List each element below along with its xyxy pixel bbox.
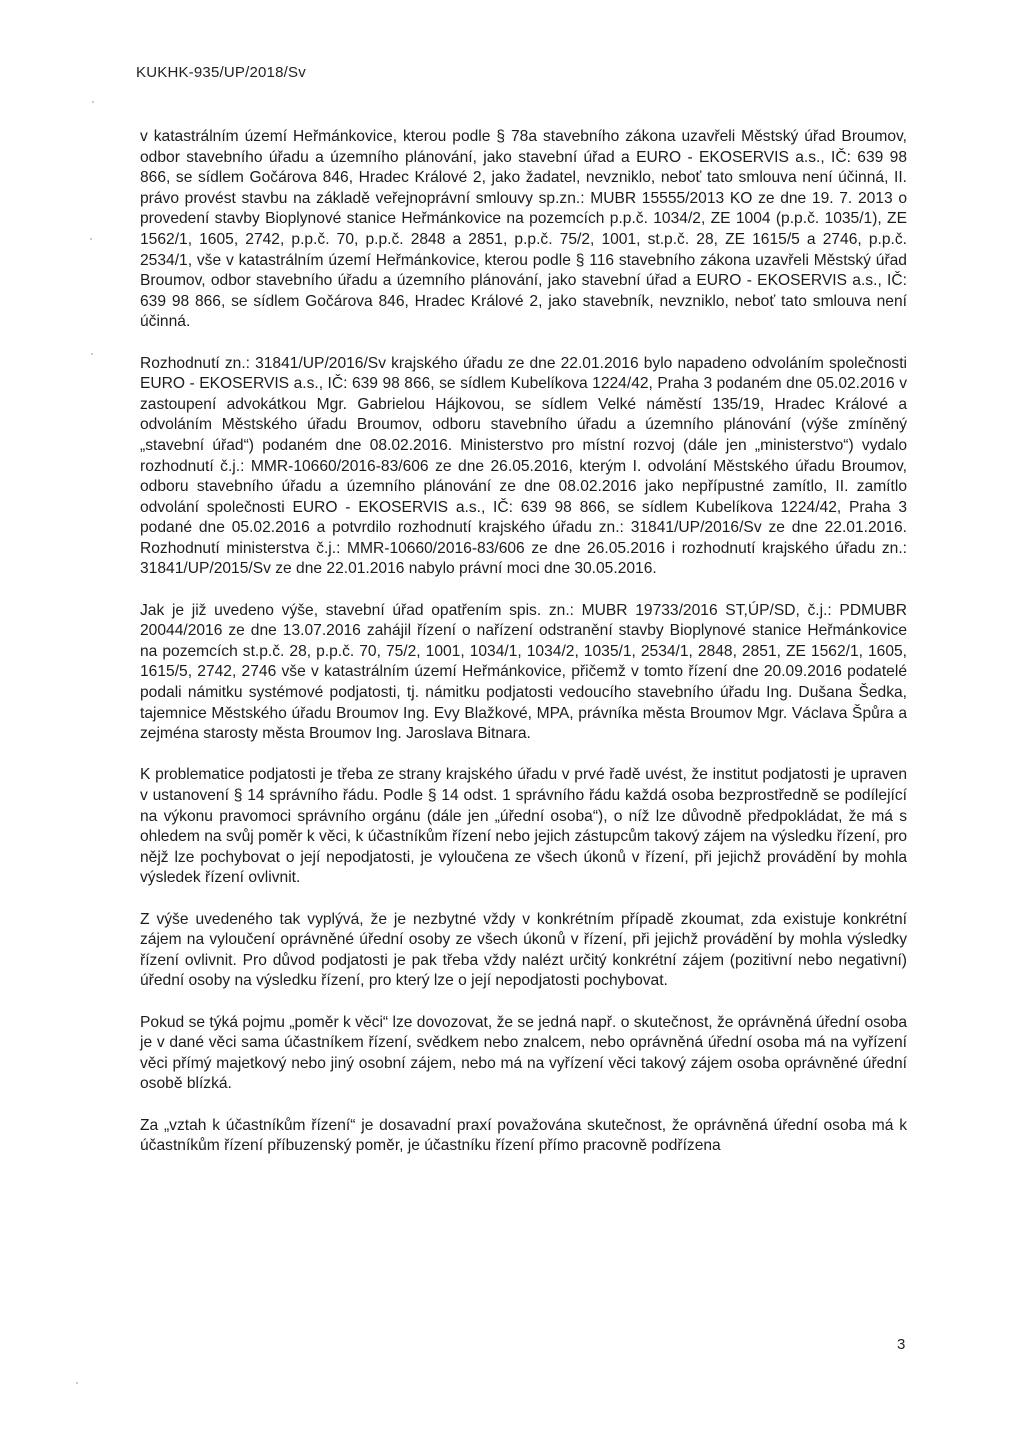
page-number: 3 <box>897 1336 906 1353</box>
paragraph: Rozhodnutí zn.: 31841/UP/2016/Sv krajského úřadu ze dne 22.01.2016 bylo napadeno odvoláním společnosti EURO - EKOSERVIS a.s., IČ: 639 98 866, se sídlem Kubelíkova 1224/42, Praha 3 podaném dne 05.02.2016 v zastoupení advokátkou Mgr. Gabrielou Hájkovou, se sídlem Velké náměstí 135/19, Hradec Králové a odvoláním Městského úřadu Broumov, odboru stavebního úřadu a územního plánování (výše zmíněný „stavební úřad“) podaném dne 08.02.2016. Ministerstvo pro místní rozvoj (dále jen „ministerstvo“) vydalo rozhodnutí č.j.: MMR-10660/2016-83/606 ze dne 26.05.2016, kterým I. odvolání Městského úřadu Broumov, odboru stavebního úřadu a územního plánování ze dne 08.02.2016 jako nepřípustné zamítlo, II. zamítlo odvolání společnosti EURO - EKOSERVIS a.s., IČ: 639 98 866, se sídlem Kubelíkova 1224/42, Praha 3 podané dne 05.02.2016 a potvrdilo rozhodnutí krajského úřadu zn.: 31841/UP/2016/Sv ze dne 22.01.2016. Rozhodnutí ministerstva č.j.: MMR-10660/2016-83/606 ze dne 26.05.2016 i rozhodnutí krajského úřadu zn.: 31841/UP/2015/Sv ze dne 22.01.2016 nabylo právní moci dne 30.05.2016. <box>140 354 907 578</box>
paragraph: Z výše uvedeného tak vyplývá, že je nezbytné vždy v konkrétním případě zkoumat, zda existuje konkrétní zájem na vyloučení oprávněné úřední osoby ze všech úkonů v řízení, při jejichž provádění by mohla výsledky řízení ovlivnit. Pro důvod podjatosti je pak třeba vždy nalézt určitý konkrétní zájem (pozitivní nebo negativní) úřední osoby na výsledku řízení, pro který lze o její nepodjatosti pochybovat. <box>140 910 907 990</box>
document-reference-number: KUKHK-935/UP/2018/Sv <box>136 64 306 81</box>
paragraph: K problematice podjatosti je třeba ze strany krajského úřadu v prvé řadě uvést, že institut podjatosti je upraven v ustanovení § 14 správního řádu. Podle § 14 odst. 1 správního řádu každá osoba bezprostředně se podílející na výkonu pravomoci správního orgánu (dále jen „úřední osoba“), o níž lze důvodně předpokládat, že má s ohledem na svůj poměr k věci, k účastníkům řízení nebo jejich zástupcům takový zájem na výsledku řízení, pro nějž lze pochybovat o její nepodjatosti, je vyloučena ze všech úkonů v řízení, při jejichž provádění by mohla výsledek řízení ovlivnit. <box>140 766 907 887</box>
scan-speck <box>90 238 92 240</box>
paragraph: v katastrálním území Heřmánkovice, kterou podle § 78a stavebního zákona uzavřeli Městský úřad Broumov, odbor stavebního úřadu a územního plánování, jako stavební úřad a EURO - EKOSERVIS a.s., IČ: 639 98 866, se sídlem Gočárova 846, Hradec Králové 2, jako žadatel, nevzniklo, neboť tato smlouva není účinná, II. právo provést stavbu na základě veřejnoprávní smlouvy sp.zn.: MUBR 15555/2013 KO ze dne 19. 7. 2013 o provedení stavby Bioplynové stanice Heřmánkovice na pozemcích p.p.č. 1034/2, ZE 1004 (p.p.č. 1035/1), ZE 1562/1, 1605, 2742, p.p.č. 70, p.p.č. 2848 a 2851, p.p.č. 75/2, 1001, st.p.č. 28, ZE 1615/5 a 2746, p.p.č. 2534/1, vše v katastrálním území Heřmánkovice, kterou podle § 116 stavebního zákona uzavřeli Městský úřad Broumov, odbor stavebního úřadu a územního plánování, jako stavební úřad a EURO - EKOSERVIS a.s., IČ: 639 98 866, se sídlem Gočárova 846, Hradec Králové 2, jako stavebník, nevzniklo, neboť tato smlouva není účinná. <box>140 128 907 331</box>
paragraph: Jak je již uvedeno výše, stavební úřad opatřením spis. zn.: MUBR 19733/2016 ST,ÚP/SD, č.j.: PDMUBR 20044/2016 ze dne 13.07.2016 zahájil řízení o nařízení odstranění stavby Bioplynové stanice Heřmánkovice na pozemcích st.p.č. 28, p.p.č. 70, 75/2, 1001, 1034/1, 1034/2, 1035/1, 2534/1, 2848, 2851, ZE 1562/1, 1605, 1615/5, 2742, 2746 vše v katastrálním území Heřmánkovice, přičemž v tomto řízení dne 20.09.2016 podatelé podali námitku systémové podjatosti, tj. námitku podjatosti vedoucího stavebního úřadu Ing. Dušana Šedka, tajemnice Městského úřadu Broumov Ing. Evy Blažkové, MPA, právníka města Broumov Mgr. Václava Špůra a zejména starosty města Broumov Ing. Jaroslava Bitnara. <box>140 601 907 743</box>
paragraph: Pokud se týká pojmu „poměr k věci“ lze dovozovat, že se jedná např. o skutečnost, že oprávněná úřední osoba je v dané věci sama účastníkem řízení, svědkem nebo znalcem, nebo oprávněná úřední osoba má na vyřízení věci přímý majetkový nebo jiný osobní zájem, nebo má na vyřízení věci takový zájem osoba oprávněné úřední osobě blízká. <box>140 1013 907 1093</box>
scan-speck <box>76 1382 78 1384</box>
paragraph: Za „vztah k účastníkům řízení“ je dosavadní praxí považována skutečnost, že oprávněná úřední osoba má k účastníkům řízení příbuzenský poměr, je účastníku řízení přímo pracovně podřízena <box>140 1116 907 1155</box>
scan-speck <box>92 101 94 103</box>
document-body <box>140 127 907 1157</box>
scan-speck <box>91 353 93 355</box>
